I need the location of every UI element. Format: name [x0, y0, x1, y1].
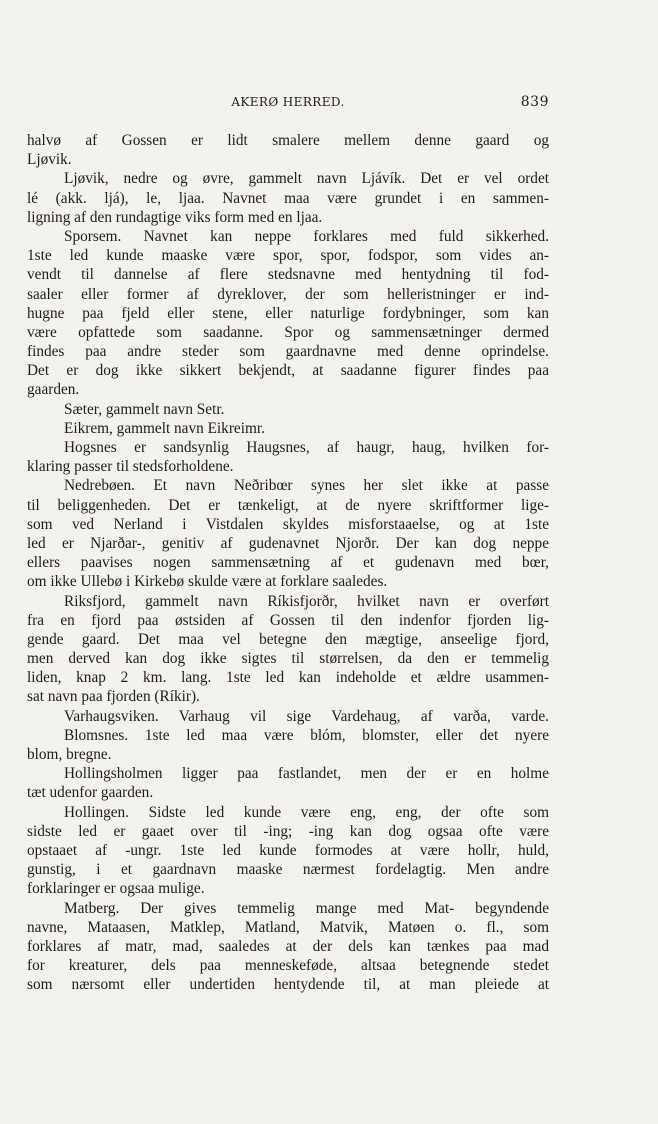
- text-line: Ljøvik, nedre og øvre, gammelt navn Ljávík. Det er vel ordet: [64, 170, 549, 188]
- text-line: hugne paa fjeld eller stene, eller naturlige fordybninger, som kan: [27, 304, 549, 322]
- text-line: Hollingen. Sidste led kunde være eng, eng, der ofte som: [64, 803, 549, 821]
- text-line: Ljøvik.: [27, 151, 72, 169]
- text-line: for kreaturer, dels paa menneskeføde, altsaa betegnende stedet: [27, 957, 549, 975]
- text-line: led er Njarðar-, genitiv af gudenavnet Njorðr. Der kan dog neppe: [27, 534, 549, 552]
- text-line: klaring passer til stedsforholdene.: [27, 458, 234, 476]
- page-number: 839: [520, 94, 549, 110]
- text-line: Varhaugsviken. Varhaug vil sige Vardehaug, af varða, varde.: [64, 707, 549, 725]
- text-line: vendt til dannelse af flere stedsnavne med hentydning til fod-: [27, 266, 549, 284]
- text-line: liden, knap 2 km. lang. 1ste led kan indeholde et ældre usammen-: [27, 669, 549, 687]
- text-line: saaler eller former af dyreklover, der som helleristninger er ind-: [27, 285, 549, 303]
- text-line: fra en fjord paa østsiden af Gossen til den indenfor fjorden lig-: [27, 611, 549, 629]
- text-line: sidste led er gaaet over til -ing; -ing kan dog ogsaa ofte være: [27, 822, 549, 840]
- text-line: forklaringer er ogsaa mulige.: [27, 880, 205, 898]
- text-line: men derved kan dog ikke sigtes til størrelsen, da den er temmelig: [27, 650, 549, 668]
- text-line: navne, Mataasen, Matklep, Matland, Matvik, Matøen o. fl., som: [27, 918, 549, 936]
- text-line: findes paa andre steder som gaardnavne med denne oprindelse.: [27, 343, 549, 361]
- text-line: tæt udenfor gaarden.: [27, 784, 154, 802]
- text-line: 1ste led kunde maaske være spor, spor, fodspor, som vides an-: [27, 247, 549, 265]
- text-line: gaarden.: [27, 381, 80, 399]
- text-line: halvø af Gossen er lidt smalere mellem denne gaard og: [27, 132, 549, 149]
- text-line: Hogsnes er sandsynlig Haugsnes, af haugr, haug, hvilken for-: [64, 439, 549, 456]
- text-line: Riksfjord, gammelt navn Ríkisfjorðr, hvilket navn er overført: [64, 592, 549, 610]
- text-line: Hollingsholmen ligger paa fastlandet, men der er en holme: [64, 765, 549, 783]
- text-line: Sporsem. Navnet kan neppe forklares med fuld sikkerhed.: [64, 227, 549, 245]
- text-line: Det er dog ikke sikkert bekjendt, at saadanne figurer findes paa: [27, 362, 549, 380]
- text-line: være opfattede som saadanne. Spor og sammensætninger dermed: [27, 323, 549, 341]
- running-header: [27, 94, 549, 112]
- text-line: om ikke Ullebø i Kirkebø skulde være at forklare saaledes.: [27, 573, 388, 591]
- body-text: [27, 131, 549, 994]
- text-line: opstaaet af -ungr. 1ste led kunde formodes at være hollr, huld,: [27, 841, 549, 859]
- text-line: ligning af den rundagtige viks form med en ljaa.: [27, 208, 323, 226]
- text-line: ellers paavises nogen sammensætning af et gudenavn med bœr,: [27, 554, 549, 572]
- text-line: Nedrebøen. Et navn Neðribœr synes her slet ikke at passe: [64, 477, 549, 495]
- text-line: sat navn paa fjorden (Ríkir).: [27, 688, 200, 706]
- text-line: Matberg. Der gives temmelig mange med Mat- begyndende: [64, 899, 549, 917]
- text-line: gunstig, i et gaardnavn maaske nærmest fordelagtig. Men andre: [27, 861, 549, 879]
- text-line: forklares af matr, mad, saaledes at der dels kan tænkes paa mad: [27, 937, 549, 955]
- text-line: Blomsnes. 1ste led maa være blóm, blomster, eller det nyere: [64, 726, 549, 744]
- text-line: som nærsomt eller undertiden hentydende til, at man pleiede at: [27, 976, 549, 994]
- text-line: Eikrem, gammelt navn Eikreimr.: [64, 419, 265, 437]
- text-line: lé (akk. ljá), le, ljaa. Navnet maa være grundet i en sammen-: [27, 189, 549, 207]
- text-line: blom, bregne.: [27, 746, 112, 763]
- text-line: som ved Nerland i Vistdalen skyldes misforstaaelse, og at 1ste: [27, 515, 549, 533]
- running-title: AKERØ HERRED.: [231, 95, 345, 109]
- text-line: til beliggenheden. Det er tænkeligt, at de nyere skriftformer lige-: [27, 496, 549, 514]
- text-line: Sæter, gammelt navn Setr.: [64, 400, 225, 418]
- text-line: gende gaard. Det maa vel betegne den mægtige, anseelige fjord,: [27, 630, 549, 648]
